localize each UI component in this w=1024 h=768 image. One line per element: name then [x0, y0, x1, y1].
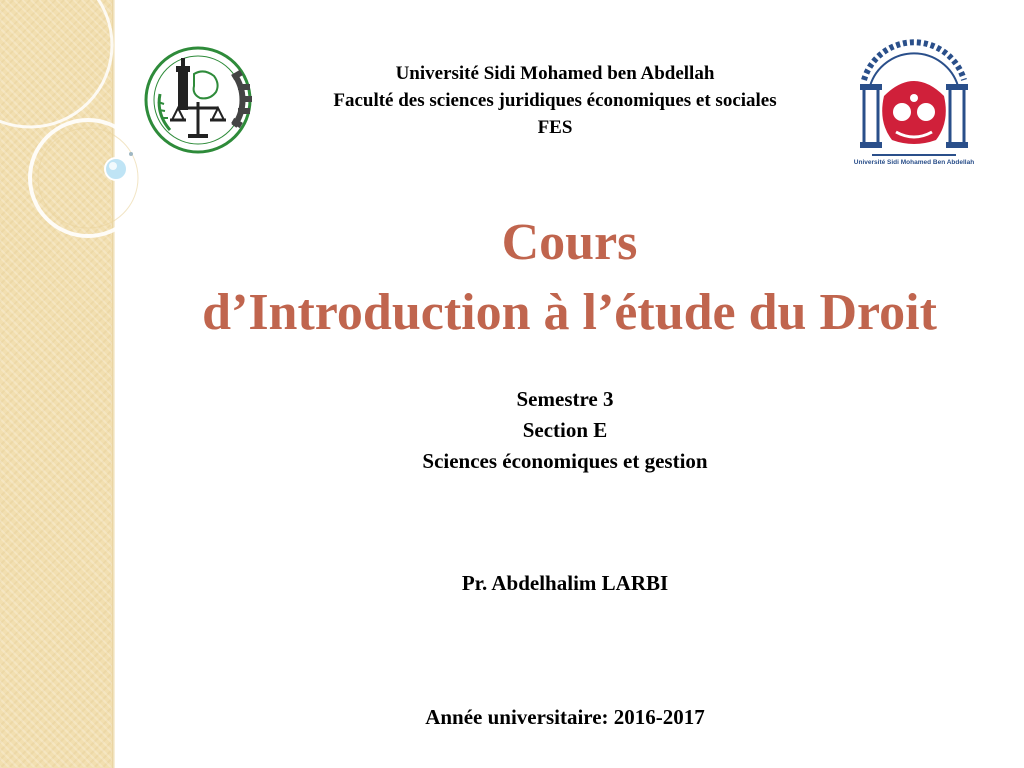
- blue-bead-icon: [105, 158, 127, 180]
- institution-header: [140, 60, 970, 141]
- academic-year: Année universitaire: 2016-2017: [425, 705, 705, 729]
- section-label: Section E: [522, 418, 608, 442]
- semester-label: Semestre 3: [516, 387, 614, 411]
- course-info: [150, 384, 980, 477]
- course-title-line-1: Cours: [501, 214, 638, 271]
- program-label: Sciences économiques et gestion: [422, 449, 708, 473]
- faculty-name: Faculté des sciences juridiques économiques et sociales: [333, 90, 777, 111]
- course-title-line-2: d’Introduction à l’étude du Droit: [202, 284, 937, 341]
- city-name: FES: [537, 117, 573, 138]
- university-seal-caption: Université Sidi Mohamed Ben Abdellah: [853, 159, 975, 166]
- professor-name: Pr. Abdelhalim LARBI: [461, 571, 669, 595]
- university-name: Université Sidi Mohamed ben Abdellah: [395, 63, 715, 84]
